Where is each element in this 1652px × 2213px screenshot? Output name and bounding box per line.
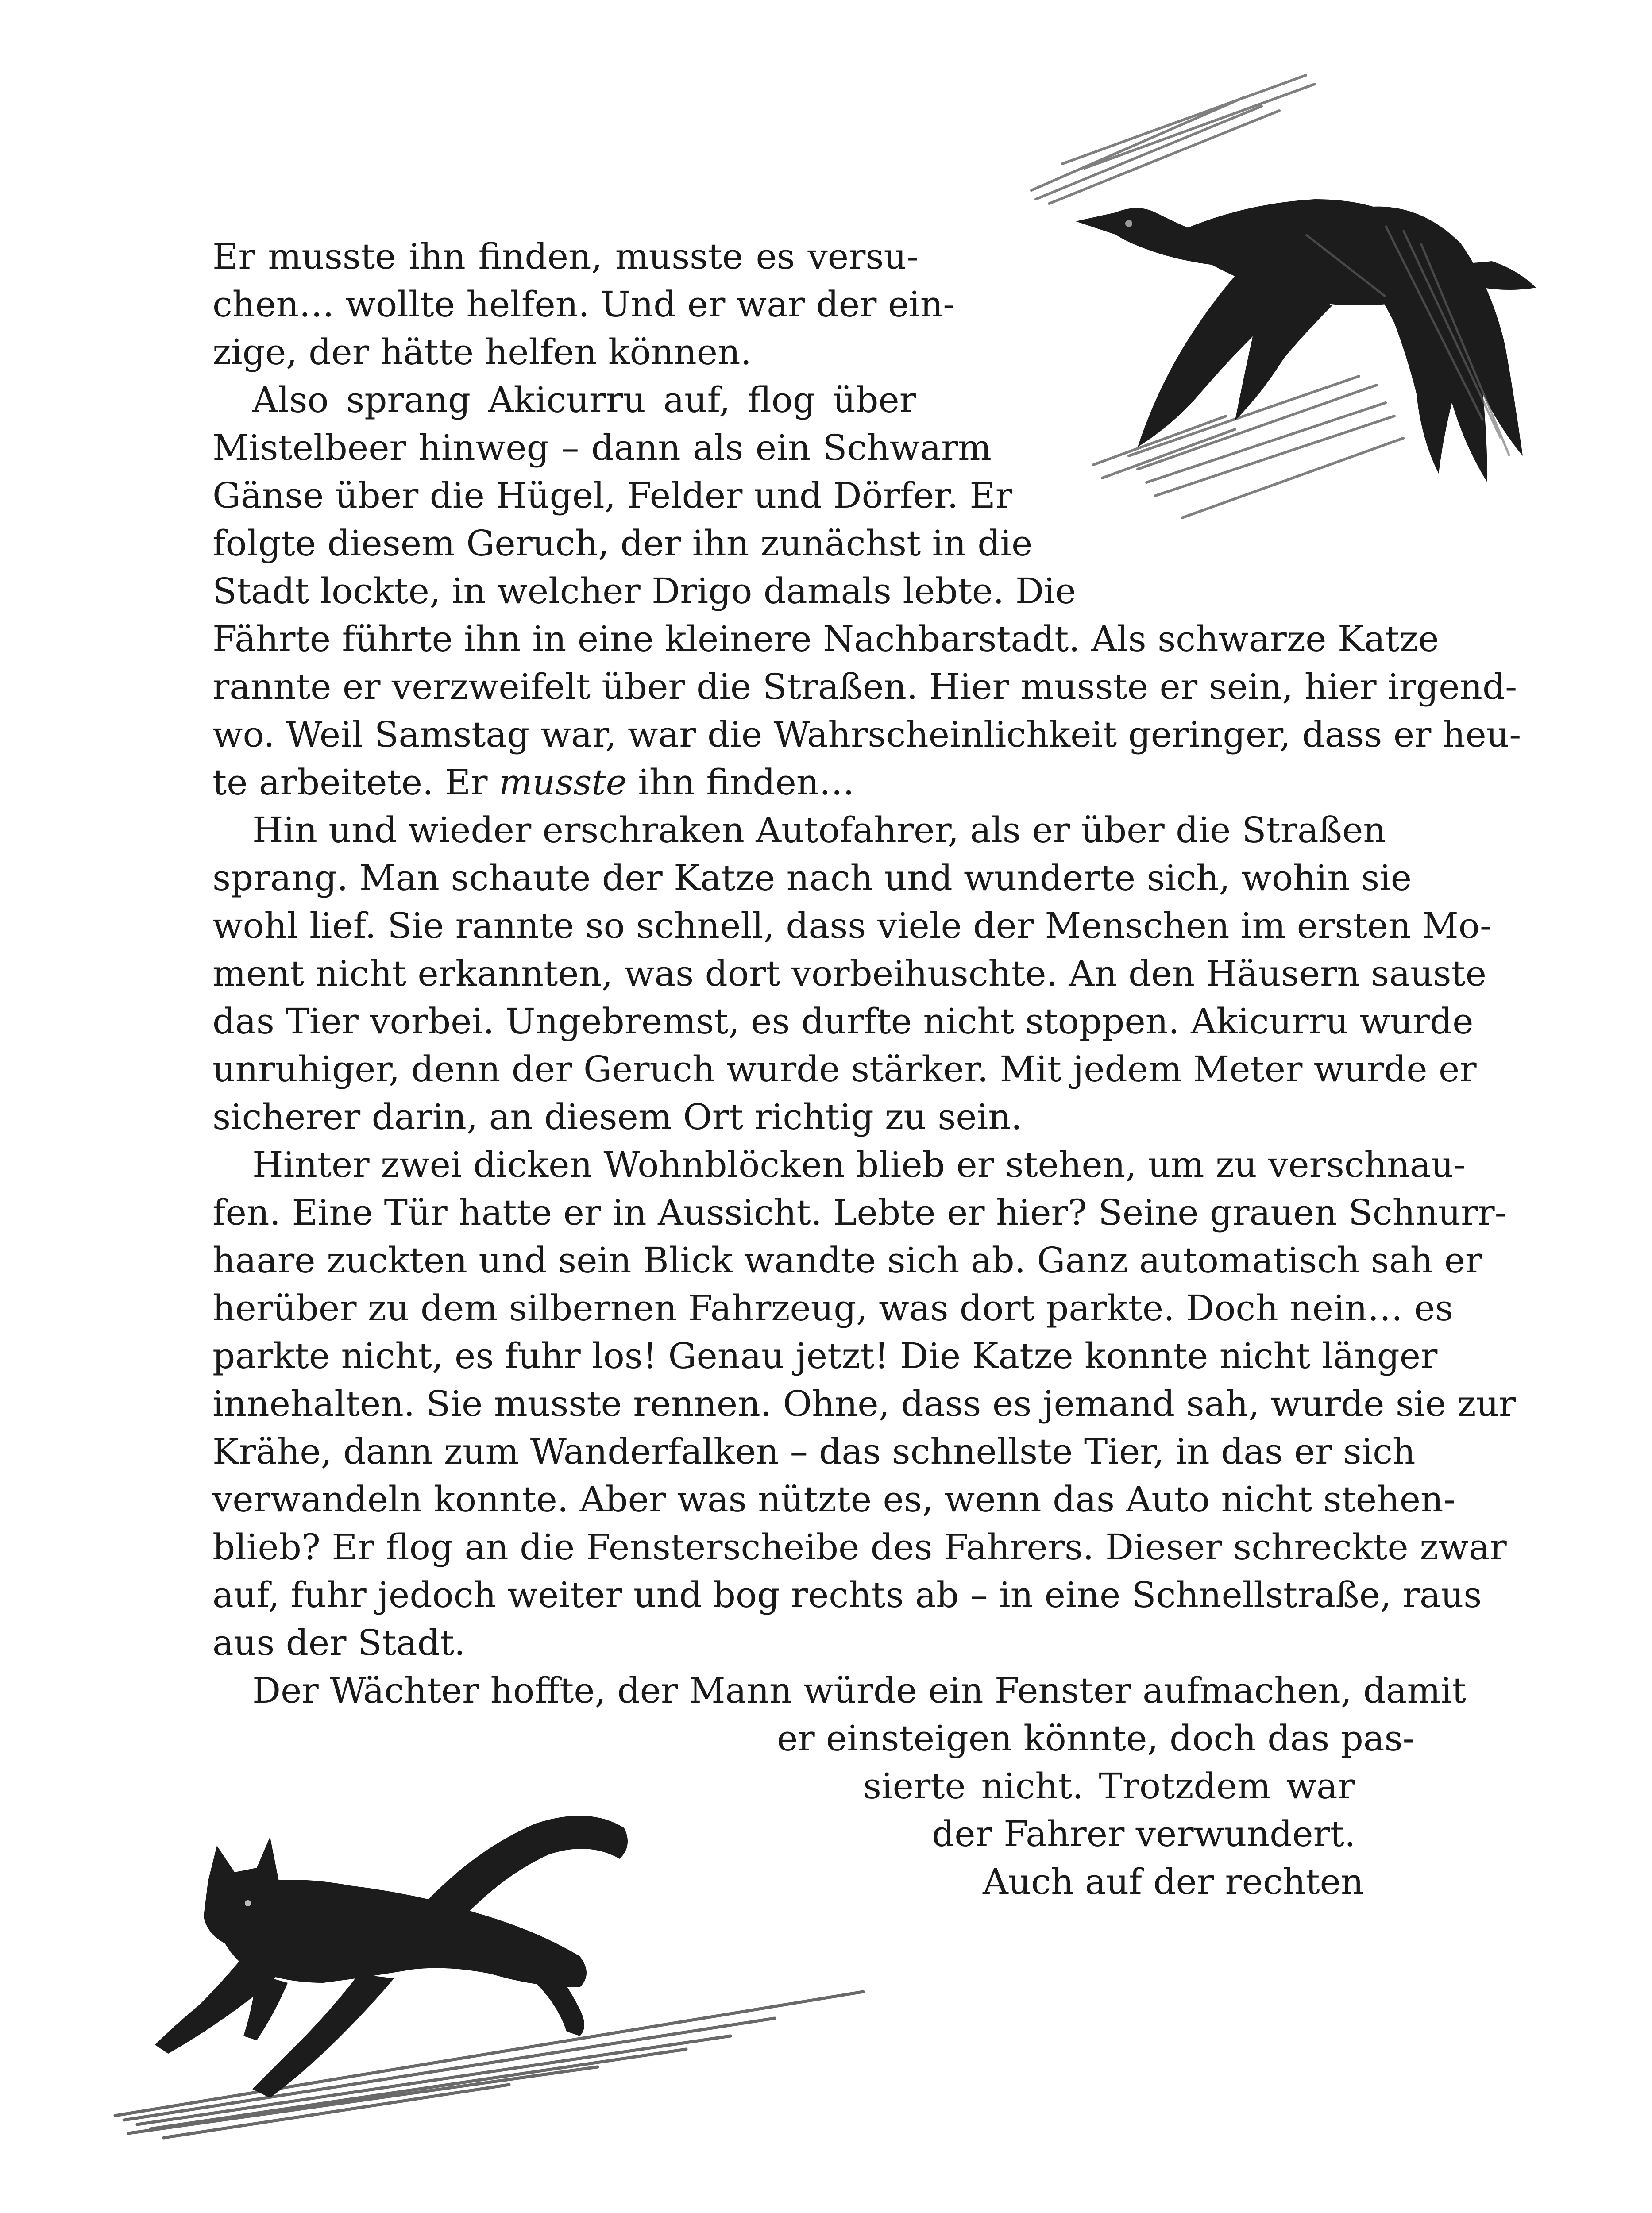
text-line: chen… wollte helfen. Und er war der ein-	[212, 284, 955, 325]
text-line: das Tier vorbei. Ungebremst, es durfte nicht stoppen. Akicurru wurde	[212, 1001, 1474, 1042]
cat-illustration	[111, 1779, 885, 2178]
text-line: innehalten. Sie musste rennen. Ohne, dass es jemand sah, wurde sie zur	[212, 1383, 1516, 1424]
text-line: Mistelbeer hinweg – dann als ein Schwarm	[212, 427, 992, 468]
text-line: rannte er verzweifelt über die Straßen. Hier musste er sein, hier irgend-	[212, 666, 1517, 707]
text-line: verwandeln konnte. Aber was nützte es, wenn das Auto nicht stehen-	[212, 1479, 1455, 1520]
text-line: Fährte führte ihn in eine kleinere Nachbarstadt. Als schwarze Katze	[212, 618, 1439, 659]
text-line: er einsteigen könnte, doch das pas-	[777, 1718, 1415, 1759]
text-line: Er musste ihn finden, musste es versu-	[212, 236, 919, 277]
text-line: Hin und wieder erschraken Autofahrer, als er über die Straßen	[252, 810, 1386, 851]
text-line: der Fahrer verwundert.	[932, 1813, 1356, 1854]
text-line: parkte nicht, es fuhr los! Genau jetzt! Die Katze konnte nicht länger	[212, 1335, 1438, 1376]
text-line: Krähe, dann zum Wanderfalken – das schnellste Tier, in das er sich	[212, 1431, 1416, 1472]
text-line: Auch auf der rechten	[983, 1861, 1364, 1902]
text-line: unruhiger, denn der Geruch wurde stärker. Mit jedem Meter wurde er	[212, 1049, 1477, 1090]
text-line: herüber zu dem silbernen Fahrzeug, was dort parkte. Doch nein… es	[212, 1288, 1453, 1329]
text-line: wohl lief. Sie rannte so schnell, dass viele der Menschen im ersten Mo-	[212, 905, 1492, 946]
text-line: ment nicht erkannten, was dort vorbeihuschte. An den Häusern sauste	[212, 953, 1487, 994]
text-line: Der Wächter hoffte, der Mann würde ein Fenster aufmachen, damit	[252, 1670, 1467, 1711]
text-line: sicherer darin, an diesem Ort richtig zu sein.	[212, 1096, 1023, 1137]
text-line: folgte diesem Geruch, der ihn zunächst in die	[212, 523, 1033, 564]
text-line: auf, fuhr jedoch weiter und bog rechts ab – in eine Schnellstraße, raus	[212, 1574, 1482, 1615]
text-line: fen. Eine Tür hatte er in Aussicht. Lebte er hier? Seine grauen Schnurr-	[212, 1192, 1507, 1233]
text-line: Hinter zwei dicken Wohnblöcken blieb er stehen, um zu verschnau-	[252, 1144, 1466, 1185]
text-line: Stadt lockte, in welcher Drigo damals lebte. Die	[212, 571, 1076, 612]
text-line: haare zuckten und sein Blick wandte sich ab. Ganz automatisch sah er	[212, 1240, 1482, 1281]
text-line: blieb? Er flog an die Fensterscheibe des Fahrers. Dieser schreckte zwar	[212, 1527, 1507, 1568]
text-line: te arbeitete. Er musste ihn finden…	[212, 762, 855, 803]
emphasis-text: musste	[498, 762, 627, 803]
text-line: aus der Stadt.	[212, 1622, 466, 1663]
text-line: Gänse über die Hügel, Felder und Dörfer. Er	[212, 475, 1012, 516]
text-line: zige, der hätte helfen können.	[212, 332, 752, 373]
text-line: Also sprang Akicurru auf, flog über	[252, 379, 916, 420]
text-line: wo. Weil Samstag war, war die Wahrscheinlichkeit geringer, dass er heu-	[212, 714, 1521, 755]
text-line: sprang. Man schaute der Katze nach und wunderte sich, wohin sie	[212, 857, 1412, 898]
text-line: sierte nicht. Trotzdem war	[863, 1766, 1355, 1807]
crow-illustration	[996, 58, 1571, 553]
